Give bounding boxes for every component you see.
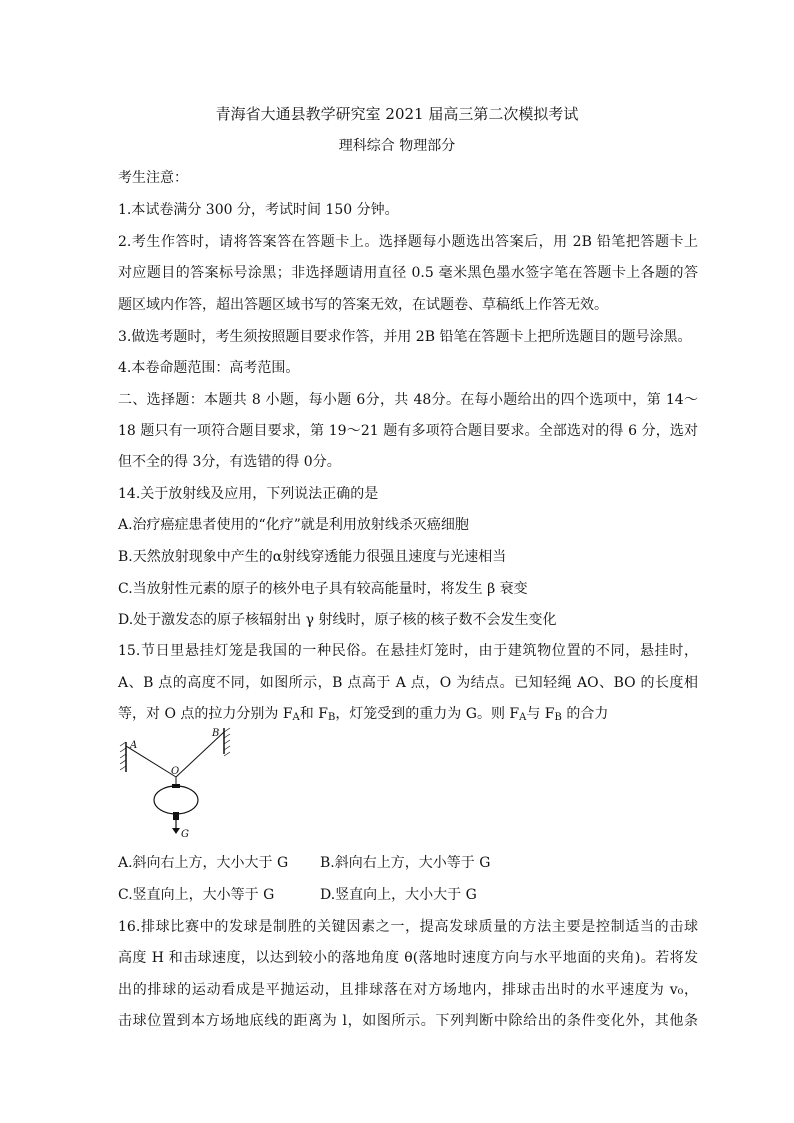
q14-option-a: A.治疗癌症患者使用的“化疗”就是利用放射线杀灭癌细胞 (118, 517, 469, 533)
section-2-line-3: 但不全的得 3分，有选错的得 0分。 (118, 454, 341, 470)
page-subtitle: 理科综合 物理部分 (338, 138, 456, 154)
notice-heading: 考生注意： (118, 170, 188, 186)
label-a: A (130, 740, 138, 751)
q16-line-3: 出的排球的运动看成是平抛运动，且排球落在对方场地内，排球击出时的水平速度为 v₀， (118, 982, 698, 998)
q16-line-2: 高度 H 和击球速度，以达到较小的落地角度 θ(落地时速度方向与水平地面的夹角)。若将发 (118, 950, 698, 966)
note-2-line-2: 对应题目的答案标号涂黑；非选择题请用直径 0.5 毫米黑色墨水签字笔在答题卡上各题的答 (118, 265, 698, 281)
q14-option-d: D.处于激发态的原子核辐射出 γ 射线时，原子核的核子数不会发生变化 (118, 612, 557, 628)
lantern-body (154, 786, 198, 814)
label-g: G (181, 829, 189, 840)
lantern-cap (172, 784, 180, 788)
q14-stem: 14.关于放射线及应用，下列说法正确的是 (118, 486, 379, 502)
q15-line-3: 等，对 O 点的拉力分别为 $F_A$和 $F_B$，灯笼受到的重力为 G。则 $F_A$与 $F_B$ 的合力 (118, 706, 609, 723)
lantern-tassel (173, 812, 179, 820)
q15-option-d: D.竖直向上，大小大于 G (320, 887, 477, 903)
gravity-arrow-head (172, 828, 180, 834)
note-2-line-1: 2.考生作答时，请将答案答在答题卡上。选择题每小题选出答案后，用 2B 铅笔把答题卡上 (118, 234, 698, 250)
wall-a-hatch (120, 742, 126, 770)
wall-b-hatch (224, 728, 230, 756)
page-title: 青海省大通县教学研究室 2021 届高三第二次模拟考试 (215, 105, 579, 123)
q15-option-b: B.斜向右上方，大小等于 G (320, 855, 491, 871)
q15-option-a: A.斜向右上方，大小大于 G (118, 855, 289, 871)
section-2-line-2: 18 题只有一项符合题目要求，第 19～21 题有多项符合题目要求。全部选对的得 6 分，选对 (118, 423, 698, 439)
note-4: 4.本卷命题范围：高考范围。 (118, 360, 300, 376)
q15-line-1: 15.节日里悬挂灯笼是我国的一种民俗。在悬挂灯笼时，由于建筑物位置的不同，悬挂时， (118, 643, 698, 659)
note-1: 1.本试卷满分 300 分，考试时间 150 分钟。 (118, 202, 399, 218)
note-2-line-3: 题区域内作答，超出答题区域书写的答案无效，在试题卷、草稿纸上作答无效。 (118, 297, 608, 313)
label-b: B (212, 728, 220, 739)
section-2-line-1: 二、选择题：本题共 8 小题，每小题 6分，共 48分。在每小题给出的四个选项中，第 14～ (118, 392, 698, 408)
note-3: 3.做选考题时，考生须按照题目要求作答，并用 2B 铅笔在答题卡上把所选题目的题号涂黑。 (118, 329, 692, 345)
q15-line-2: A、B 点的高度不同，如图所示，B 点高于 A 点，O 为结点。已知轻绳 AO、BO 的长度相 (118, 675, 698, 691)
label-o: O (171, 766, 180, 777)
lantern-figure (116, 724, 256, 844)
q14-option-c: C.当放射性元素的原子的核外电子具有较高能量时，将发生 β 衰变 (118, 581, 528, 597)
q14-option-b: B.天然放射现象中产生的α射线穿透能力很强且速度与光速相当 (118, 549, 507, 565)
q15-option-c: C.竖直向上，大小等于 G (118, 887, 275, 903)
q16-line-1: 16.排球比赛中的发球是制胜的关键因素之一，提高发球质量的方法主要是控制适当的击球 (118, 919, 698, 935)
q16-line-4: 击球位置到本方场地底线的距离为 l，如图所示。下列判断中除给出的条件变化外，其他条 (118, 1013, 698, 1029)
